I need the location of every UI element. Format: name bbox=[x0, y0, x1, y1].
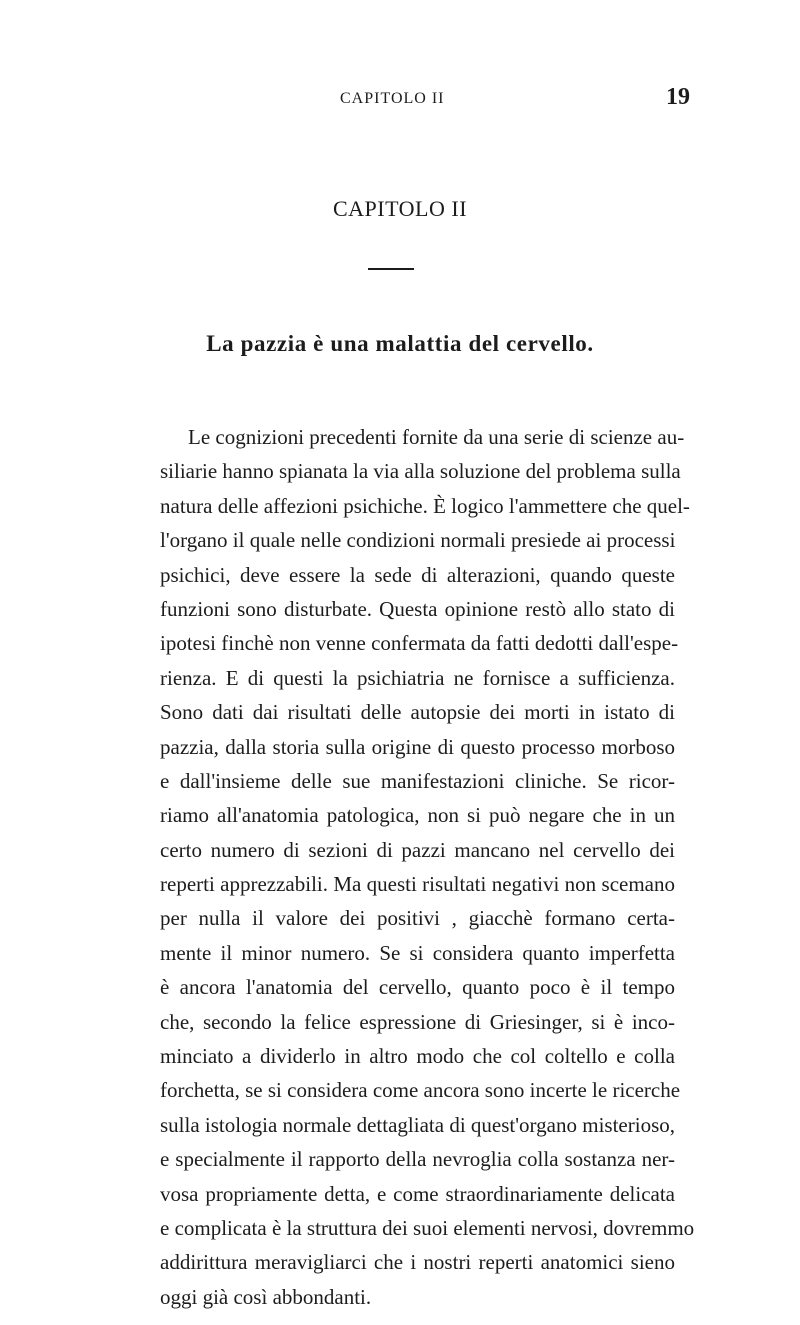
text-line: minciato a dividerlo in altro modo che col coltello e colla bbox=[160, 1044, 675, 1069]
text-line: psichici, deve essere la sede di alterazioni, quando queste bbox=[160, 562, 675, 587]
text-line: mente il minor numero. Se si considera quanto imperfetta bbox=[160, 940, 675, 965]
body-paragraph bbox=[160, 420, 695, 1314]
text-line: l'organo il quale nelle condizioni normali presiede ai processi bbox=[160, 528, 676, 553]
text-line: è ancora l'anatomia del cervello, quanto poco è il tempo bbox=[160, 975, 675, 1000]
running-title: CAPITOLO II bbox=[340, 90, 445, 107]
text-line: forchetta, se si considera come ancora sono incerte le ricerche bbox=[160, 1078, 681, 1103]
section-title: La pazzia è una malattia del cervello. bbox=[206, 331, 594, 356]
text-line: siliarie hanno spianata la via alla soluzione del problema sulla bbox=[160, 459, 681, 484]
text-line: che, secondo la felice espressione di Griesinger, si è inco- bbox=[160, 1009, 675, 1034]
text-line: riamo all'anatomia patologica, non si può negare che in un bbox=[160, 803, 675, 828]
heading-divider bbox=[368, 268, 414, 270]
text-line: Le cognizioni precedenti fornite da una serie di scienze au- bbox=[188, 425, 685, 449]
text-line: certo numero di sezioni di pazzi mancano nel cervello dei bbox=[160, 837, 675, 862]
text-line: e specialmente il rapporto della nevroglia colla sostanza ner- bbox=[160, 1147, 675, 1172]
text-line: e dall'insieme delle sue manifestazioni cliniche. Se ricor- bbox=[160, 768, 675, 793]
text-line: vosa propriamente detta, e come straordinariamente delicata bbox=[160, 1181, 675, 1206]
text-line: per nulla il valore dei positivi , giacchè formano certa- bbox=[160, 906, 675, 931]
text-line: e complicata è la struttura dei suoi elementi nervosi, dovremmo bbox=[160, 1215, 695, 1240]
text-line: natura delle affezioni psichiche. È logico l'ammettere che quel- bbox=[160, 493, 690, 518]
text-line: reperti apprezzabili. Ma questi risultati negativi non scemano bbox=[160, 872, 675, 897]
text-line: sulla istologia normale dettagliata di quest'organo misterioso, bbox=[160, 1112, 675, 1137]
text-line: ipotesi finchè non venne confermata da fatti dedotti dall'espe- bbox=[160, 631, 679, 656]
text-line: Sono dati dai risultati delle autopsie dei morti in istato di bbox=[160, 700, 675, 725]
text-line: pazzia, dalla storia sulla origine di questo processo morboso bbox=[160, 734, 675, 759]
page-number: 19 bbox=[666, 84, 690, 110]
text-line: funzioni sono disturbate. Questa opinione restò allo stato di bbox=[160, 596, 675, 621]
text-line: oggi già così abbondanti. bbox=[160, 1284, 372, 1309]
text-line: addirittura meravigliarci che i nostri reperti anatomici sieno bbox=[160, 1250, 675, 1275]
text-line: rienza. E di questi la psichiatria ne fornisce a sufficienza. bbox=[160, 665, 675, 690]
running-header bbox=[0, 86, 800, 116]
chapter-heading: CAPITOLO II bbox=[332, 196, 468, 221]
